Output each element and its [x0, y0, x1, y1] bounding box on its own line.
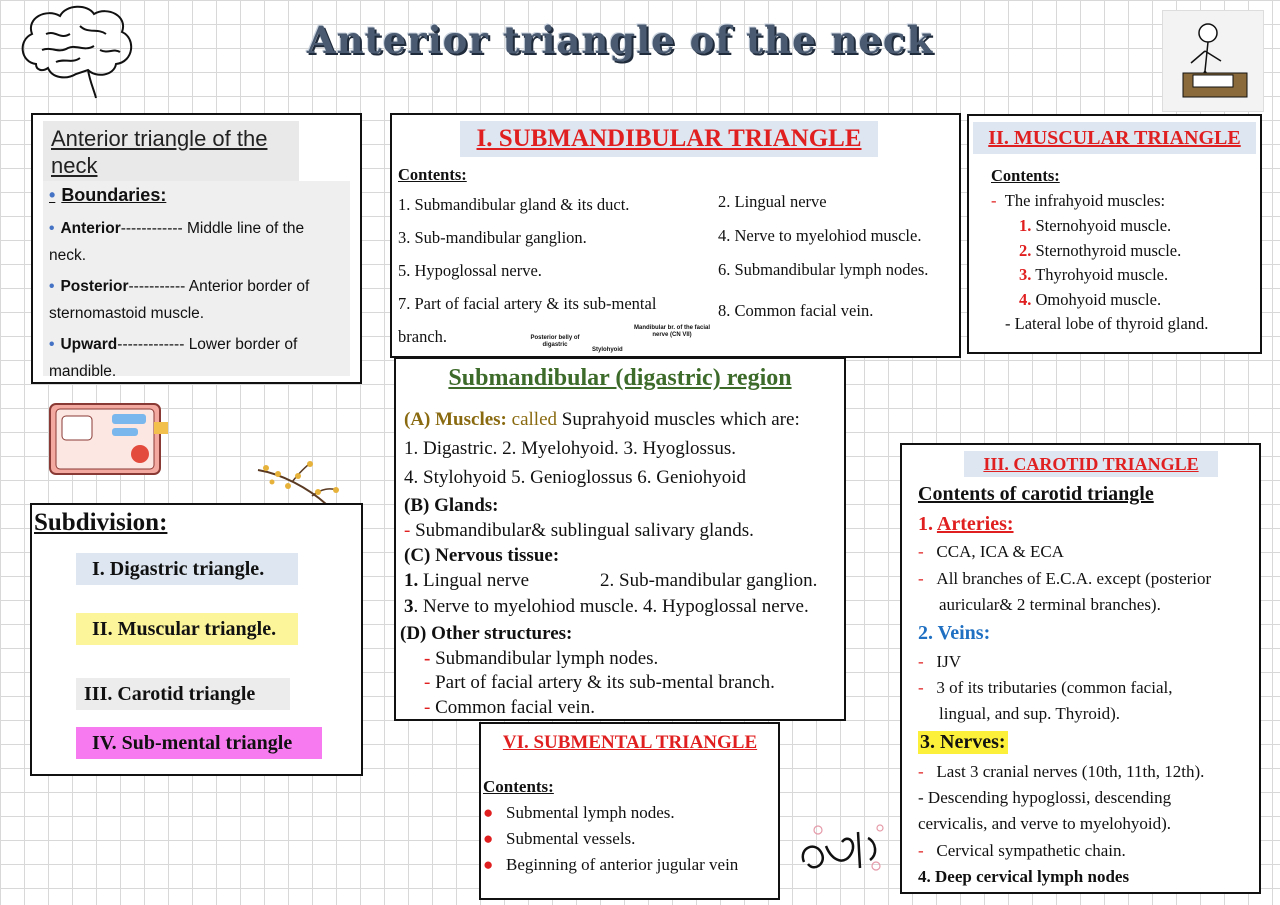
subdivision-title: Subdivision:	[34, 509, 168, 536]
muscle-sternothyroid: 2. Sternothyroid muscle.	[1019, 241, 1182, 260]
region-nervous-line-1b: 2. Sub-mandibular ganglion.	[600, 570, 818, 591]
figure-label-digastric: Posterior belly of digastric	[530, 335, 580, 348]
nerve-item-1: - Last 3 cranial nerves (10th, 11th, 12th).	[918, 762, 1205, 781]
muscular-triangle-card	[967, 114, 1262, 354]
carotid-triangle-card	[900, 443, 1261, 894]
submental-item-1: ● Submental lymph nodes.	[483, 803, 675, 822]
nerve-item-2: - Descending hypoglossi, descending	[918, 788, 1172, 807]
submandibular-region-card	[394, 357, 846, 721]
smt-item-5: 5. Hypoglossal nerve.	[398, 261, 542, 280]
smt-item-2: 2. Lingual nerve	[718, 192, 827, 211]
notebook-sticker-icon	[48, 400, 172, 478]
submental-item-2: ● Submental vessels.	[483, 829, 636, 848]
boundaries-card-title: Anterior triangle of the neck	[43, 121, 299, 183]
subdivision-digastric: I. Digastric triangle.	[76, 553, 298, 585]
muscular-triangle-title: II. MUSCULAR TRIANGLE	[973, 122, 1256, 154]
figure-label-mandibular-branch: Mandibular br. of the facial nerve (CN VII)	[633, 325, 710, 338]
muscle-sternohyoid: 1. Sternohyoid muscle.	[1019, 216, 1172, 235]
submental-triangle-title: VI. SUBMENTAL TRIANGLE	[502, 732, 758, 753]
boundaries-list	[43, 181, 350, 380]
region-title: Submandibular (digastric) region	[448, 365, 792, 391]
smt-item-7-cont: branch.	[398, 327, 448, 346]
subdivision-carotid: III. Carotid triangle	[76, 678, 290, 710]
region-muscles-list-1: 1. Digastric. 2. Myelohyoid. 3. Hyoglossus.	[404, 438, 736, 459]
boundary-anterior: • Anterior------------ Middle line of the neck.	[49, 220, 305, 264]
subdivision-muscular: II. Muscular triangle.	[76, 613, 298, 645]
region-other-item-2: - Part of facial artery & its sub-mental branch.	[424, 672, 775, 693]
veins-heading: 2. Veins:	[918, 622, 991, 644]
region-nervous-line-1: 1. Lingual nerve	[404, 570, 530, 591]
region-glands-line: - Submandibular& sublingual salivary glands.	[404, 520, 754, 541]
subdivision-card	[30, 503, 363, 776]
muscle-omohyoid: 4. Omohyoid muscle.	[1019, 290, 1162, 309]
smt-item-7: 7. Part of facial artery & its sub-mental	[398, 294, 657, 313]
artery-item-2: - All branches of E.C.A. except (posterior	[918, 569, 1212, 588]
boundary-upward: • Upward------------- Lower border of mandible.	[49, 336, 298, 380]
nerves-heading: 3. Nerves:	[920, 731, 1006, 753]
artery-item-1: - CCA, ICA & ECA	[918, 542, 1064, 561]
region-other-item-1: - Submandibular lymph nodes.	[424, 648, 659, 669]
subdivision-submental: IV. Sub-mental triangle	[76, 727, 322, 759]
smt-item-3: 3. Sub-mandibular ganglion.	[398, 228, 587, 247]
thyroid-lobe: - Lateral lobe of thyroid gland.	[1005, 314, 1209, 333]
submental-item-3: ● Beginning of anterior jugular vein	[483, 855, 739, 874]
figure-label-stylohyoid: Stylohyoid	[592, 347, 623, 353]
page-title: Anterior triangle of the neck	[306, 18, 934, 62]
deep-lymph-nodes: 4. Deep cervical lymph nodes	[918, 867, 1130, 886]
region-nervous-label: (C) Nervous tissue:	[404, 545, 560, 566]
smt-item-8: 8. Common facial vein.	[718, 301, 874, 320]
carotid-subtitle: Contents of carotid triangle	[918, 483, 1154, 505]
boundary-posterior: • Posterior----------- Anterior border of sternomastoid muscle.	[49, 278, 310, 322]
submental-triangle-card	[479, 722, 780, 900]
artery-item-2-cont: auricular& 2 terminal branches).	[939, 595, 1161, 614]
submandibular-triangle-title: I. SUBMANDIBULAR TRIANGLE	[460, 121, 878, 157]
region-other-label: (D) Other structures:	[400, 623, 573, 644]
region-muscles-line: (A) Muscles: called Suprahyoid muscles which are:	[404, 409, 800, 430]
muscular-contents-label: Contents:	[991, 166, 1060, 185]
submandibular-triangle-card	[390, 113, 961, 358]
brain-icon	[16, 4, 138, 100]
carotid-triangle-title: III. CAROTID TRIANGLE	[964, 451, 1218, 477]
smt-item-6: 6. Submandibular lymph nodes.	[718, 260, 929, 279]
region-glands-label: (B) Glands:	[404, 495, 499, 516]
vein-item-2: - 3 of its tributaries (common facial,	[918, 678, 1173, 697]
vein-item-2-cont: lingual, and sup. Thyroid).	[939, 704, 1120, 723]
submental-contents-label: Contents:	[483, 777, 554, 796]
contents-label: Contents:	[398, 165, 467, 184]
smt-item-4: 4. Nerve to myelohiod muscle.	[718, 226, 922, 245]
smt-item-1: 1. Submandibular gland & its duct.	[398, 195, 630, 214]
region-muscles-list-2: 4. Stylohyoid 5. Genioglossus 6. Geniohyoid	[404, 467, 747, 488]
boundaries-card	[31, 113, 362, 384]
nerve-item-2-cont: cervicalis, and verve to myelohyoid).	[918, 814, 1172, 833]
nerve-item-3: - Cervical sympathetic chain.	[918, 841, 1126, 860]
skeleton-reading-image	[1162, 10, 1264, 112]
vein-item-1: - IJV	[918, 652, 961, 671]
infrahyoid-intro: - The infrahyoid muscles:	[991, 191, 1166, 210]
arteries-heading: 1. Arteries:	[918, 513, 1014, 535]
region-other-item-3: - Common facial vein.	[424, 697, 595, 718]
boundaries-heading: • Boundaries:	[49, 185, 167, 205]
signature-image	[796, 818, 888, 884]
region-nervous-line-2: 3. Nerve to myelohiod muscle. 4. Hypoglossal nerve.	[404, 596, 809, 617]
muscle-thyrohyoid: 3. Thyrohyoid muscle.	[1019, 265, 1169, 284]
